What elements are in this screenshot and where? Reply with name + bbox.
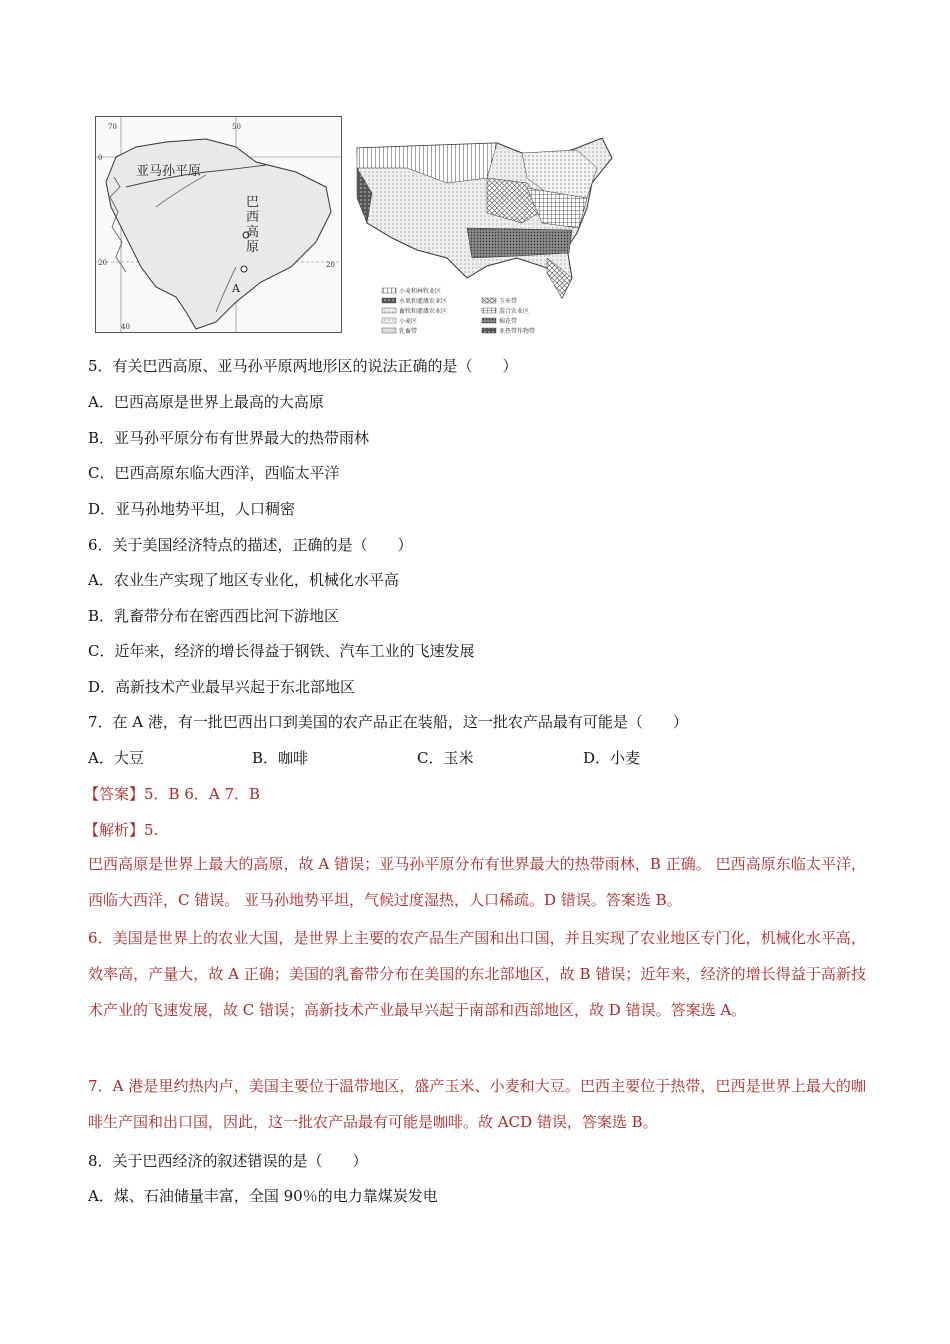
question-6-option-c: C．近年来，经济的增长得益于钢铁、汽车工业的飞速发展	[88, 642, 475, 660]
tick-50: 50	[232, 123, 241, 131]
analysis-paragraph-6: 6．美国是世界上的农业大国，是世界上主要的农产品生产国和出口国，并且实现了农业地区专门化，机械化水平高，效率高，产量大，故 A 正确；美国的乳畜带分布在美国的东北部地区，故 B 错误；近年来，经济的增长得益于高新技术产业的飞速发展，故 C 错误；高新技术产业最早兴起于南部和西部地区，故 D 错误。答案选 A。	[88, 929, 866, 1019]
legend-fruit-irrigation: 水果和灌溉农业区	[399, 298, 448, 305]
legend-subtropical: 亚热带作物带	[499, 328, 536, 335]
maps-figure	[95, 116, 635, 336]
legend-dairy: 乳畜带	[399, 328, 418, 335]
tick-40: 40	[121, 323, 130, 331]
legend-mixed: 混合农业区	[499, 308, 530, 315]
question-8-option-a: A．煤、石油储量丰富，全国 90％的电力靠煤炭发电	[88, 1187, 438, 1205]
question-5-option-b: B．亚马孙平原分布有世界最大的热带雨林	[88, 429, 370, 447]
question-7-option-b: B．咖啡	[252, 749, 309, 767]
question-6-option-a: A．农业生产实现了地区专业化，机械化水平高	[88, 571, 399, 589]
question-5-option-d: D．亚马孙地势平坦，人口稠密	[88, 500, 296, 518]
legend-wheat: 小麦区	[399, 318, 418, 325]
analysis-line	[84, 820, 158, 840]
question-7-option-c: C．玉米	[417, 749, 474, 767]
question-6-stem: 6．关于美国经济特点的描述，正确的是（ ）	[88, 536, 413, 554]
brazil-plateau-label: 巴西高原	[246, 195, 260, 255]
brazil-map-drawing	[96, 117, 341, 332]
question-7-option-a: A．大豆	[88, 749, 144, 767]
legend-wheat-forest: 小麦和林牧业区	[399, 288, 442, 295]
tick-70: 70	[108, 123, 117, 131]
legend-cotton-belt: 棉花带	[499, 318, 518, 325]
legend-livestock-irrigation: 畜牧和灌溉农业区	[399, 308, 448, 315]
question-7-option-d: D．小麦	[583, 749, 641, 767]
question-5-stem: 5．有关巴西高原、亚马孙平原两地形区的说法正确的是（ ）	[88, 357, 518, 375]
question-6-option-d: D．高新技术产业最早兴起于东北部地区	[88, 678, 356, 696]
legend-corn-belt: 玉米带	[499, 298, 518, 305]
usa-agriculture-map	[347, 138, 622, 338]
tick-0: 0	[98, 154, 103, 162]
amazon-plain-label: 亚马孙平原	[136, 164, 202, 179]
question-5-option-c: C．巴西高原东临大西洋，西临太平洋	[88, 464, 340, 482]
question-7-stem: 7．在 A 港，有一批巴西出口到美国的农产品正在装船，这一批农产品最有可能是（ ）	[88, 713, 688, 731]
analysis-first: 5.	[144, 821, 159, 839]
analysis-label: 【解析】	[84, 821, 145, 839]
question-5-option-a: A．巴西高原是世界上最高的大高原	[88, 393, 324, 411]
brazil-map	[95, 116, 342, 333]
tick-20-right: 20	[326, 261, 335, 269]
port-a-label: A	[232, 282, 240, 295]
question-6-option-b: B．乳畜带分布在密西西比河下游地区	[88, 607, 340, 625]
answer-label: 【答案】	[84, 785, 145, 803]
usa-map-legend	[382, 287, 535, 335]
answer-line	[84, 784, 260, 804]
analysis-paragraph-5: 巴西高原是世界上最大的高原，故 A 错误；亚马孙平原分布有世界最大的热带雨林，B 正确。 巴西高原东临太平洋，西临大西洋，C 错误。 亚马孙地势平坦，气候过度湿热，人口稀疏。D 错误。答案选 B。	[88, 855, 866, 909]
answer-text: 5．B 6．A 7．B	[144, 785, 261, 803]
usa-map-drawing	[347, 138, 622, 338]
question-8-stem: 8．关于巴西经济的叙述错误的是（ ）	[88, 1152, 368, 1170]
analysis-paragraph-7: 7．A 港是里约热内卢，美国主要位于温带地区，盛产玉米、小麦和大豆。巴西主要位于热带，巴西是世界上最大的咖啡生产国和出口国，因此，这一批农产品最有可能是咖啡。故 ACD 错误，答案选 B。	[88, 1077, 866, 1131]
tick-20: 20	[98, 259, 107, 267]
